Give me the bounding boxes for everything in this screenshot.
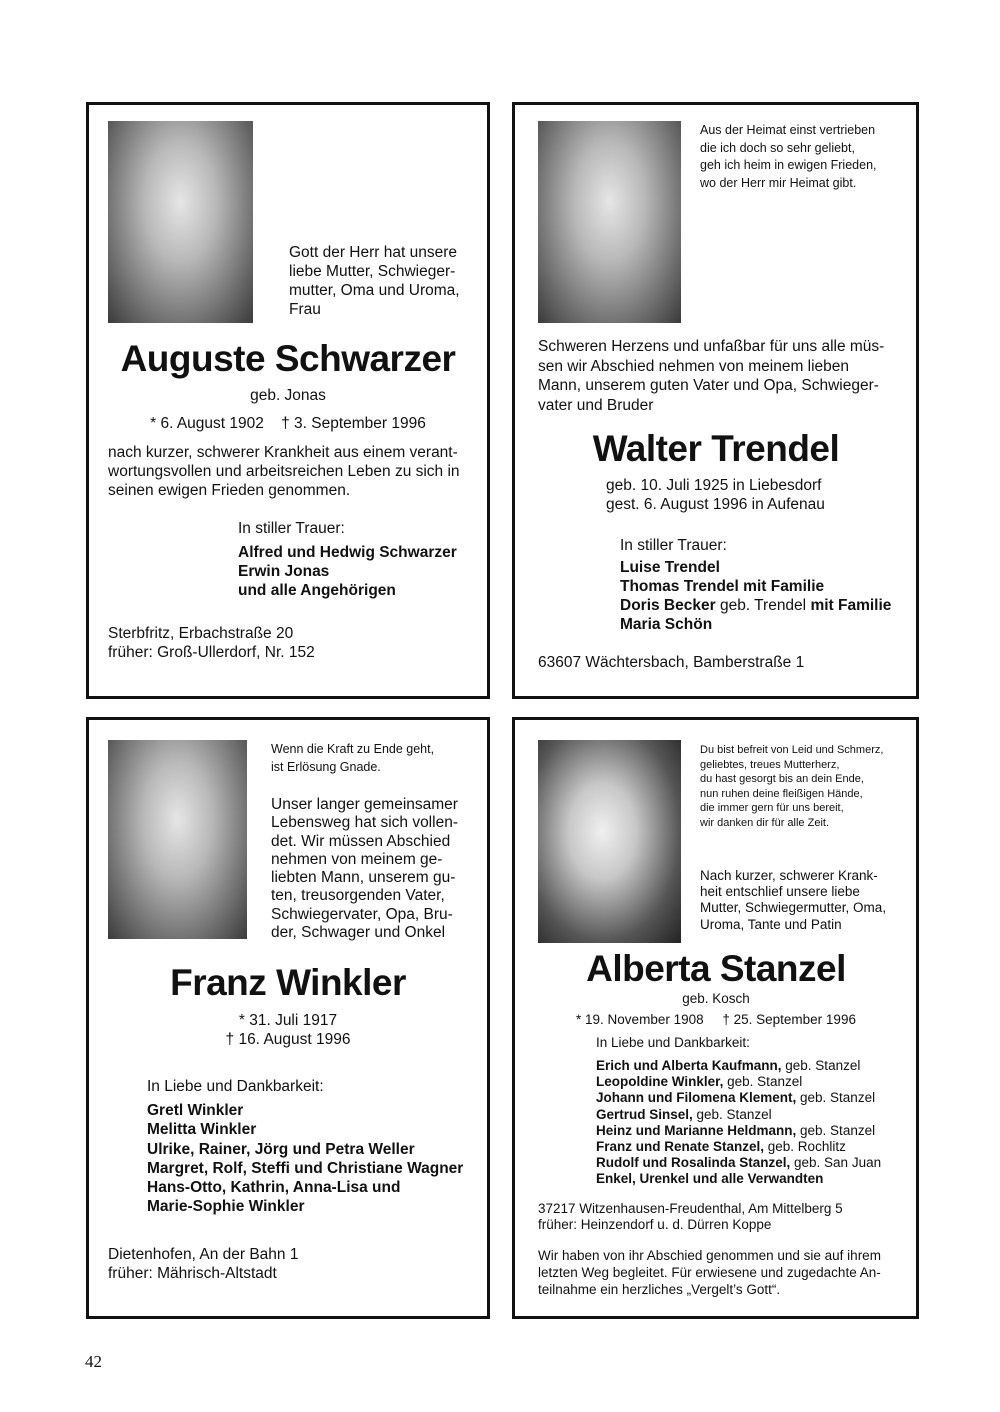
mourners-list [620, 558, 891, 634]
mourners-list [147, 1101, 463, 1217]
mourner-name: Johann und Filomena Klement, [596, 1090, 797, 1106]
mourner-birth-name: geb. Rochlitz [764, 1139, 846, 1155]
mourning-label: In stiller Trauer: [238, 520, 345, 537]
mourner: Melitta Winkler [147, 1121, 257, 1139]
life-dates: geb. 10. Juli 1925 in Liebesdorf gest. 6. August 1996 in Aufenau [606, 477, 825, 513]
intro-text: Unser langer gemeinsamer Lebensweg hat sich vollen- det. Wir müssen Abschied nehmen von meinem ge- liebten Mann, unserem gu- ten, treusorgenden Vater, Schwiegervater, Opa, Bru- der, Schwager und Onkel [271, 796, 458, 942]
mourner-name: Leopoldine Winkler, [596, 1074, 724, 1090]
mourner-birth-name: geb. Trendel [715, 597, 811, 614]
portrait-photo [108, 121, 253, 323]
intro-text: Schweren Herzens und unfaßbar für uns alle müs- sen wir Abschied nehmen von meinem lieben Mann, unserem guten Vater und Opa, Schwieger- vater und Bruder [538, 338, 885, 414]
mourner [596, 1058, 881, 1074]
mourner-birth-name: geb. Stanzel [692, 1106, 772, 1122]
mourner-birth-name: geb. Stanzel [796, 1122, 876, 1138]
mourner-name: Rudolf und Rosalinda Stanzel, [596, 1155, 791, 1171]
mourner: Margret, Rolf, Steffi und Christiane Wagner [147, 1159, 464, 1177]
mourner [596, 1107, 881, 1123]
page-number: 42 [85, 1352, 102, 1371]
life-dates: * 19. November 1908 † 25. September 1996 [576, 1012, 856, 1027]
deceased-name: Walter Trendel [592, 428, 840, 469]
deceased-name: Franz Winkler [170, 962, 406, 1003]
mourner: und alle Angehörigen [238, 582, 396, 599]
address: Dietenhofen, An der Bahn 1 früher: Mährisch-Altstadt [108, 1246, 299, 1282]
poem: Aus der Heimat einst vertrieben die ich doch so sehr geliebt, geh ich heim in ewigen Frieden, wo der Herr mir Heimat gibt. [700, 123, 877, 190]
portrait-photo [538, 740, 681, 943]
mourner-birth-name: geb. Stanzel [781, 1058, 861, 1073]
mourners-list [238, 543, 457, 600]
intro-text: Gott der Herr hat unsere liebe Mutter, Schwieger- mutter, Oma und Uroma, Frau [289, 244, 460, 318]
mourner [596, 1090, 881, 1106]
portrait-photo [108, 740, 247, 939]
mourner [596, 1155, 881, 1171]
mourning-label: In Liebe und Dankbarkeit: [596, 1035, 750, 1050]
mourner-name: Doris Becker [620, 597, 716, 614]
mourner-name: Gertrud Sinsel, [596, 1106, 693, 1122]
mourner: Erwin Jonas [238, 563, 330, 580]
mourner [620, 596, 891, 615]
life-dates: * 6. August 1902 † 3. September 1996 [150, 415, 426, 432]
mourner: Alfred und Hedwig Schwarzer [238, 544, 457, 561]
portrait-photo [538, 121, 681, 323]
mourners-list [596, 1058, 881, 1188]
mourner: Luise Trendel [620, 559, 720, 576]
mourner-name: Erich und Alberta Kaufmann, [596, 1058, 782, 1073]
address: 63607 Wächtersbach, Bamberstraße 1 [538, 654, 805, 671]
mourner: Gretl Winkler [147, 1102, 244, 1119]
mourner [596, 1074, 881, 1090]
mourner-name: Franz und Renate Stanzel, [596, 1139, 765, 1155]
mourner: Thomas Trendel mit Familie [620, 578, 825, 595]
mourner [596, 1123, 881, 1139]
mourner-birth-name: geb. San Juan [790, 1155, 882, 1171]
mourning-label: In Liebe und Dankbarkeit: [147, 1078, 324, 1095]
poem: Wenn die Kraft zu Ende geht, ist Erlösung Gnade. [271, 742, 435, 774]
address: 37217 Witzenhausen-Freudenthal, Am Mittelberg 5 früher: Heinzendorf u. d. Dürren Koppe [538, 1201, 843, 1233]
birth-name: geb. Jonas [250, 387, 326, 404]
mourner-suffix: mit Familie [810, 597, 892, 614]
life-dates: * 31. Juli 1917 † 16. August 1996 [225, 1012, 351, 1048]
mourner [596, 1171, 881, 1187]
address: Sterbfritz, Erbachstraße 20 früher: Groß-Ullerdorf, Nr. 152 [108, 625, 315, 661]
mourning-label: In stiller Trauer: [620, 537, 727, 554]
mourner: Ulrike, Rainer, Jörg und Petra Weller [147, 1140, 415, 1158]
mourner [596, 1139, 881, 1155]
mourner-birth-name: geb. Stanzel [796, 1090, 876, 1106]
deceased-name: Auguste Schwarzer [120, 338, 456, 379]
mourner-name: Heinz und Marianne Heldmann, [596, 1122, 797, 1138]
deceased-name: Alberta Stanzel [586, 948, 846, 989]
mourner: Maria Schön [620, 616, 713, 633]
mourner-name: Enkel, Urenkel und alle Verwandten [596, 1171, 824, 1187]
mourner: Marie-Sophie Winkler [147, 1198, 305, 1216]
poem: Du bist befreit von Leid und Schmerz, geliebtes, treues Mutterherz, du hast gesorgt bis an dein Ende, nun ruhen deine fleißigen Hände, die immer gern für uns bereit, wir danken dir für alle Zeit. [700, 744, 884, 829]
intro-text: Nach kurzer, schwerer Krank- heit entschlief unsere liebe Mutter, Schwiegermutter, Oma, Uroma, Tante und Patin [700, 868, 887, 932]
mourner-birth-name: geb. Stanzel [723, 1074, 803, 1090]
mourner: Hans-Otto, Kathrin, Anna-Lisa und [147, 1179, 401, 1197]
birth-name: geb. Kosch [682, 991, 750, 1006]
closing-text: Wir haben von ihr Abschied genommen und sie auf ihrem letzten Weg begleitet. Für erwiesene und zugedachte An- teilnahme ein herzliches „Vergelt’s Gott“. [538, 1248, 881, 1297]
notice-text: nach kurzer, schwerer Krankheit aus einem verant- wortungsvollen und arbeitsreichen Leben zu sich in seinen ewigen Frieden genommen. [108, 444, 460, 499]
